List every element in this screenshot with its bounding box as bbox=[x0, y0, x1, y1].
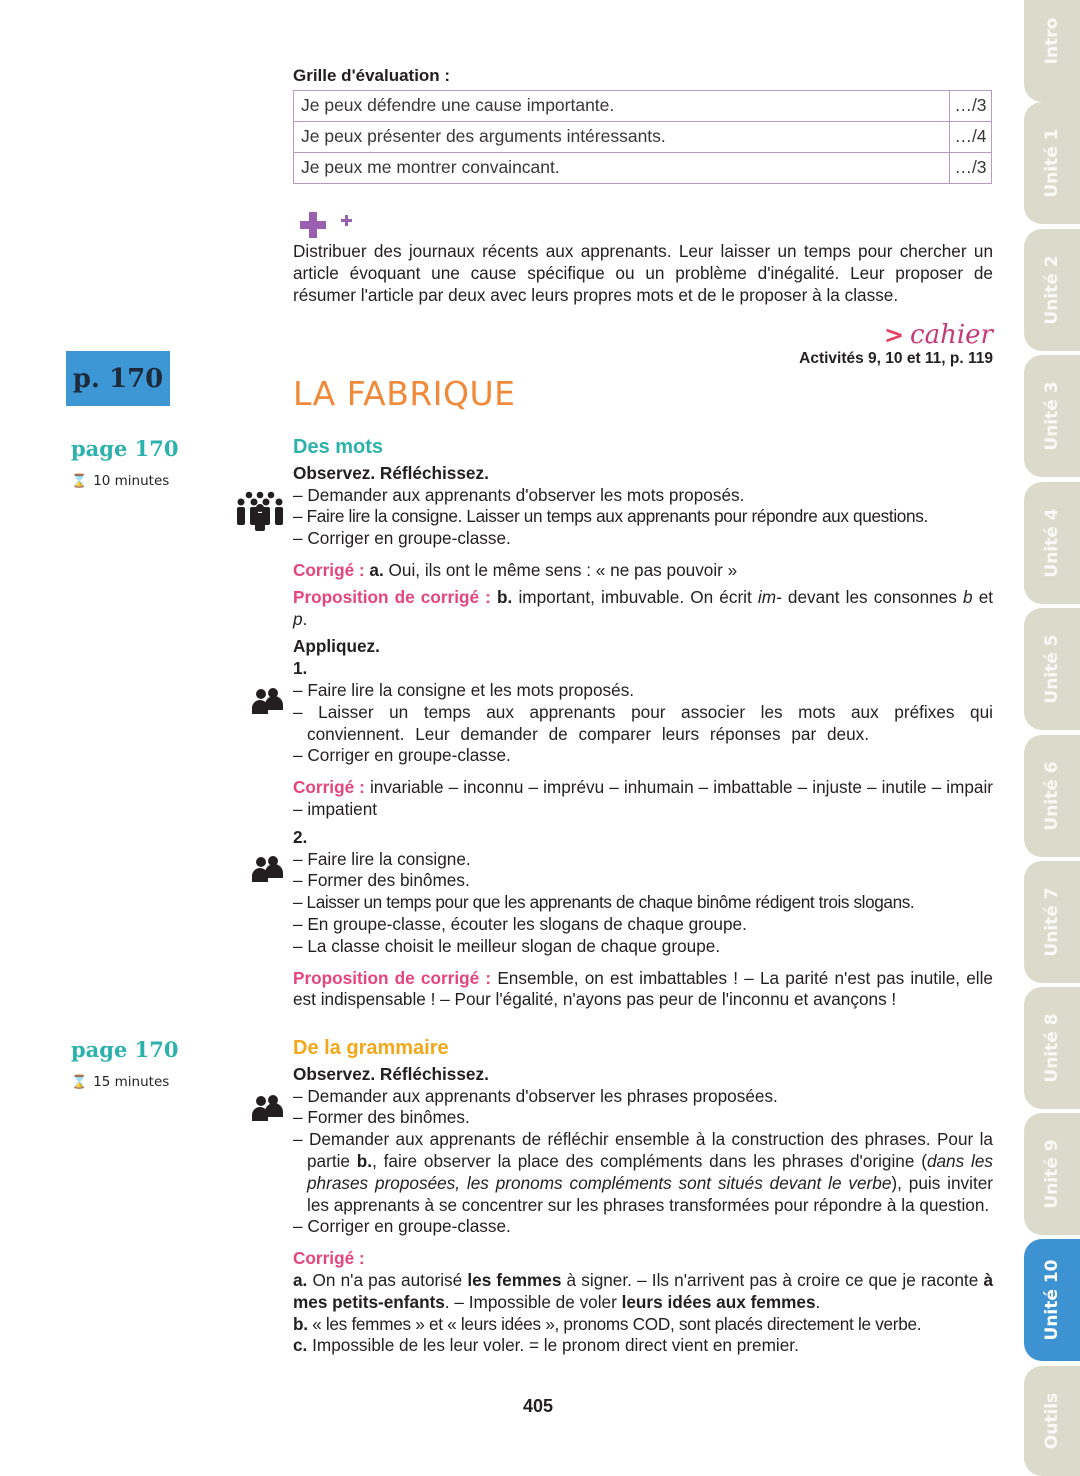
list-item: – Demander aux apprenants de réfléchir ensemble à la construction des phrases. Pour la partie b., faire observer la place des compléments dans les phrases d'origine (dans les phrases proposées, les pronoms compléments sont situés devant le verbe), puis inviter les apprenants à se concentrer sur les phrases transformées pour répondre à la question. bbox=[293, 1129, 993, 1216]
list-item: – Demander aux apprenants d'observer les phrases proposées. bbox=[293, 1086, 993, 1108]
instruction-heading: Observez. Réfléchissez. bbox=[293, 1063, 489, 1084]
list-item: – Demander aux apprenants d'observer les mots proposés. bbox=[293, 485, 993, 507]
tab-unite-7[interactable]: Unité 7 bbox=[1024, 861, 1080, 983]
score: …/3 bbox=[950, 90, 992, 121]
instruction-heading: Appliquez. bbox=[293, 636, 380, 657]
page-badge: p. 170 bbox=[66, 351, 170, 406]
tab-unite-4[interactable]: Unité 4 bbox=[1024, 482, 1080, 604]
tab-unite-1[interactable]: Unité 1 bbox=[1024, 102, 1080, 224]
extra-activity-text: Distribuer des journaux récents aux apprenants. Leur laisser un temps pour chercher un article évoquant une cause spécifique ou un problème d'inégalité. Leur proposer de résumer l'article par deux avec leurs propres mots et de le proposer à la classe. bbox=[293, 241, 993, 305]
tab-unite-5[interactable]: Unité 5 bbox=[1024, 608, 1080, 730]
table-row bbox=[294, 121, 992, 152]
grammaire-section bbox=[293, 1038, 993, 1357]
answer-a: a. On n'a pas autorisé les femmes à signer. – Ils n'arrivent pas à croire ce que je raconte à mes petits-enfants. – Impossible de voler leurs idées aux femmes. bbox=[293, 1269, 993, 1312]
list-item: – Laisser un temps aux apprenants pour associer les mots aux préfixes qui conviennent. Leur demander de comparer leurs réponses par deux. bbox=[293, 702, 993, 746]
score: …/4 bbox=[950, 121, 992, 152]
section-title: LA FABRIQUE bbox=[293, 374, 516, 413]
margin-page-ref: page 170 bbox=[71, 436, 179, 461]
evaluation-grid bbox=[293, 65, 993, 184]
score: …/3 bbox=[950, 152, 992, 183]
step-list bbox=[293, 1086, 993, 1239]
pair-icon bbox=[252, 856, 284, 882]
hourglass-icon: ⌛ bbox=[71, 474, 88, 489]
list-item: – Faire lire la consigne. Laisser un temps aux apprenants pour répondre aux questions. bbox=[293, 506, 993, 528]
answer-b: b. « les femmes » et « leurs idées », pronoms COD, sont placés directement le verbe. bbox=[293, 1313, 922, 1334]
criterion: Je peux présenter des arguments intéressants. bbox=[294, 121, 950, 152]
proposed-answer: Proposition de corrigé : b. important, imbuvable. On écrit im- devant les consonnes b et p. bbox=[293, 586, 994, 629]
margin-page-ref: page 170 bbox=[71, 1037, 179, 1062]
step-list bbox=[293, 680, 993, 767]
des-mots-section bbox=[293, 437, 993, 1011]
tab-unite-8[interactable]: Unité 8 bbox=[1024, 987, 1080, 1109]
list-item: – Former des binômes. bbox=[293, 870, 993, 892]
list-item: – Faire lire la consigne et les mots proposés. bbox=[293, 680, 993, 702]
list-item: – Former des binômes. bbox=[293, 1107, 993, 1129]
answer-label: Corrigé : bbox=[293, 1248, 365, 1269]
criterion: Je peux défendre une cause importante. bbox=[294, 90, 950, 121]
exercise-number: 2. bbox=[293, 826, 308, 847]
criterion: Je peux me montrer convaincant. bbox=[294, 152, 950, 183]
table-row bbox=[294, 90, 992, 121]
list-item: – Corriger en groupe-classe. bbox=[293, 745, 993, 767]
answer: Corrigé : invariable – inconnu – imprévu – inhumain – imbattable – injuste – inutile – impair – impatient bbox=[293, 777, 993, 819]
step-list bbox=[293, 485, 993, 550]
duration: ⌛ 10 minutes bbox=[71, 473, 170, 489]
list-item: – Corriger en groupe-classe. bbox=[293, 1216, 993, 1238]
list-item: – Corriger en groupe-classe. bbox=[293, 528, 993, 550]
plus-plus-icon bbox=[300, 212, 326, 238]
class-group-icon bbox=[235, 491, 285, 531]
proposed-answer: Proposition de corrigé : Ensemble, on est imbattables ! – La parité n'est pas inutile, elle est indispensable ! – Pour l'égalité, n'ayons pas peur de l'inconnu et avançons ! bbox=[293, 967, 993, 1010]
pair-icon bbox=[252, 1095, 284, 1121]
tab-unite-2[interactable]: Unité 2 bbox=[1024, 229, 1080, 351]
instruction-heading: Observez. Réfléchissez. bbox=[293, 462, 489, 483]
evaluation-title: Grille d'évaluation : bbox=[293, 66, 451, 85]
subsection-title: De la grammaire bbox=[293, 1037, 449, 1059]
answer-c: c. Impossible de les leur voler. = le pronom direct vient en premier. bbox=[293, 1335, 799, 1356]
table-row bbox=[294, 152, 992, 183]
list-item: – Faire lire la consigne. bbox=[293, 849, 993, 871]
step-list bbox=[293, 849, 993, 958]
list-item: – La classe choisit le meilleur slogan de chaque groupe. bbox=[293, 936, 993, 958]
cahier-label: cahier bbox=[910, 320, 993, 350]
tab-unite-6[interactable]: Unité 6 bbox=[1024, 735, 1080, 857]
cahier-link bbox=[884, 320, 993, 350]
tab-unite-10[interactable]: Unité 10 bbox=[1024, 1239, 1080, 1361]
tab-unite-9[interactable]: Unité 9 bbox=[1024, 1113, 1080, 1235]
tab-outils[interactable]: Outils bbox=[1024, 1366, 1080, 1476]
hourglass-icon: ⌛ bbox=[71, 1075, 88, 1090]
evaluation-table bbox=[293, 90, 992, 184]
list-item: – Laisser un temps pour que les apprenants de chaque binôme rédigent trois slogans. bbox=[293, 892, 993, 914]
duration: ⌛ 15 minutes bbox=[71, 1074, 170, 1090]
subsection-title: Des mots bbox=[293, 436, 384, 458]
chevron-right-icon: > bbox=[883, 321, 905, 349]
exercise-number: 1. bbox=[293, 658, 308, 679]
page-number: 405 bbox=[523, 1396, 554, 1416]
answer: Corrigé : a. Oui, ils ont le même sens : « ne pas pouvoir » bbox=[293, 559, 738, 580]
cahier-reference: Activités 9, 10 et 11, p. 119 bbox=[799, 350, 993, 367]
tab-unite-3[interactable]: Unité 3 bbox=[1024, 355, 1080, 477]
tab-intro[interactable]: Intro bbox=[1024, 0, 1080, 102]
list-item: – En groupe-classe, écouter les slogans de chaque groupe. bbox=[293, 914, 993, 936]
pair-icon bbox=[252, 688, 284, 714]
